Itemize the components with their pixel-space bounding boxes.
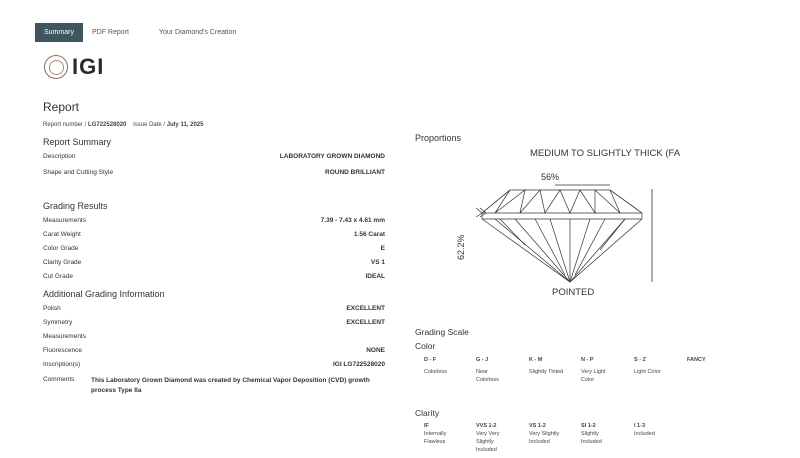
additional-row: Fluorescence NONE <box>43 347 385 354</box>
additional-row: Inscription(s) IGI LG722528020 <box>43 361 385 368</box>
tab-bar <box>35 23 245 42</box>
additional-row: Symmetry EXCELLENT <box>43 319 385 326</box>
clarity-scale-item: I 1-3 Included <box>634 423 655 437</box>
additional-row: Measurements <box>43 333 86 340</box>
culet-label: POINTED <box>552 287 595 298</box>
issue-date: July 11, 2025 <box>166 122 204 128</box>
grading-heading: Grading Results <box>43 201 108 211</box>
clarity-scale-heading: Clarity <box>415 408 440 418</box>
clarity-scale-item: IF Internally Flawless <box>424 423 447 445</box>
tab-diamond-creation[interactable]: Your Diamond's Creation <box>158 29 237 36</box>
report-meta: Report number / LG722528020 Issue Date / July 11, 2025 <box>43 122 204 128</box>
grading-scale-heading: Grading Scale <box>415 327 469 337</box>
summary-row: Shape and Cutting Style ROUND BRILLIANT <box>43 169 385 176</box>
tab-summary[interactable]: Summary <box>35 23 83 42</box>
additional-row: Polish EXCELLENT <box>43 305 385 312</box>
girdle-label: MEDIUM TO SLIGHTLY THICK (FA <box>530 148 681 159</box>
color-scale-item: S - Z Light Color <box>634 357 661 375</box>
grading-row: Measurements 7.39 - 7.43 x 4.61 mm <box>43 217 385 224</box>
summary-row: Description LABORATORY GROWN DIAMOND <box>43 153 385 160</box>
comments-text: This Laboratory Grown Diamond was created by Chemical Vapor Deposition (CVD) growth process Type IIa <box>91 377 370 394</box>
clarity-scale-item: VVS 1-2 Very Very Slightly Included <box>476 423 500 453</box>
color-scale-item: G - J Near Colorless <box>476 357 499 383</box>
report-header <box>43 100 388 128</box>
depth-percent: 62.2% <box>456 234 466 260</box>
report-number: LG722528020 <box>88 122 127 128</box>
grading-row: Color Grade E <box>43 245 385 252</box>
color-scale-item: FANCY <box>687 357 706 363</box>
color-scale-item: D - F Colorless <box>424 357 447 375</box>
color-scale-item: N - P Very Light Color <box>581 357 606 383</box>
logo-text: IGI <box>72 54 105 79</box>
color-scale-heading: Color <box>415 341 436 351</box>
tab-pdf-report[interactable]: PDF Report <box>91 29 129 36</box>
table-percent: 56% <box>541 172 560 182</box>
color-scale-item: K - M Slightly Tinted <box>529 357 564 375</box>
proportions-diagram <box>440 145 700 305</box>
page-title: Report <box>43 100 80 114</box>
clarity-scale-item: VS 1-2 Very Slightly Included <box>529 423 560 445</box>
additional-heading: Additional Grading Information <box>43 289 165 299</box>
grading-row: Clarity Grade VS 1 <box>43 259 385 266</box>
diamond-outline <box>476 190 642 282</box>
grading-row: Carat Weight 1.56 Carat <box>43 231 385 238</box>
proportions-heading: Proportions <box>415 133 462 143</box>
clarity-scale-item: SI 1-2 Slightly Included <box>581 423 602 445</box>
igi-seal-icon <box>44 55 68 79</box>
summary-heading: Report Summary <box>43 137 112 147</box>
igi-logo <box>44 54 104 80</box>
grading-row: Cut Grade IDEAL <box>43 273 385 280</box>
